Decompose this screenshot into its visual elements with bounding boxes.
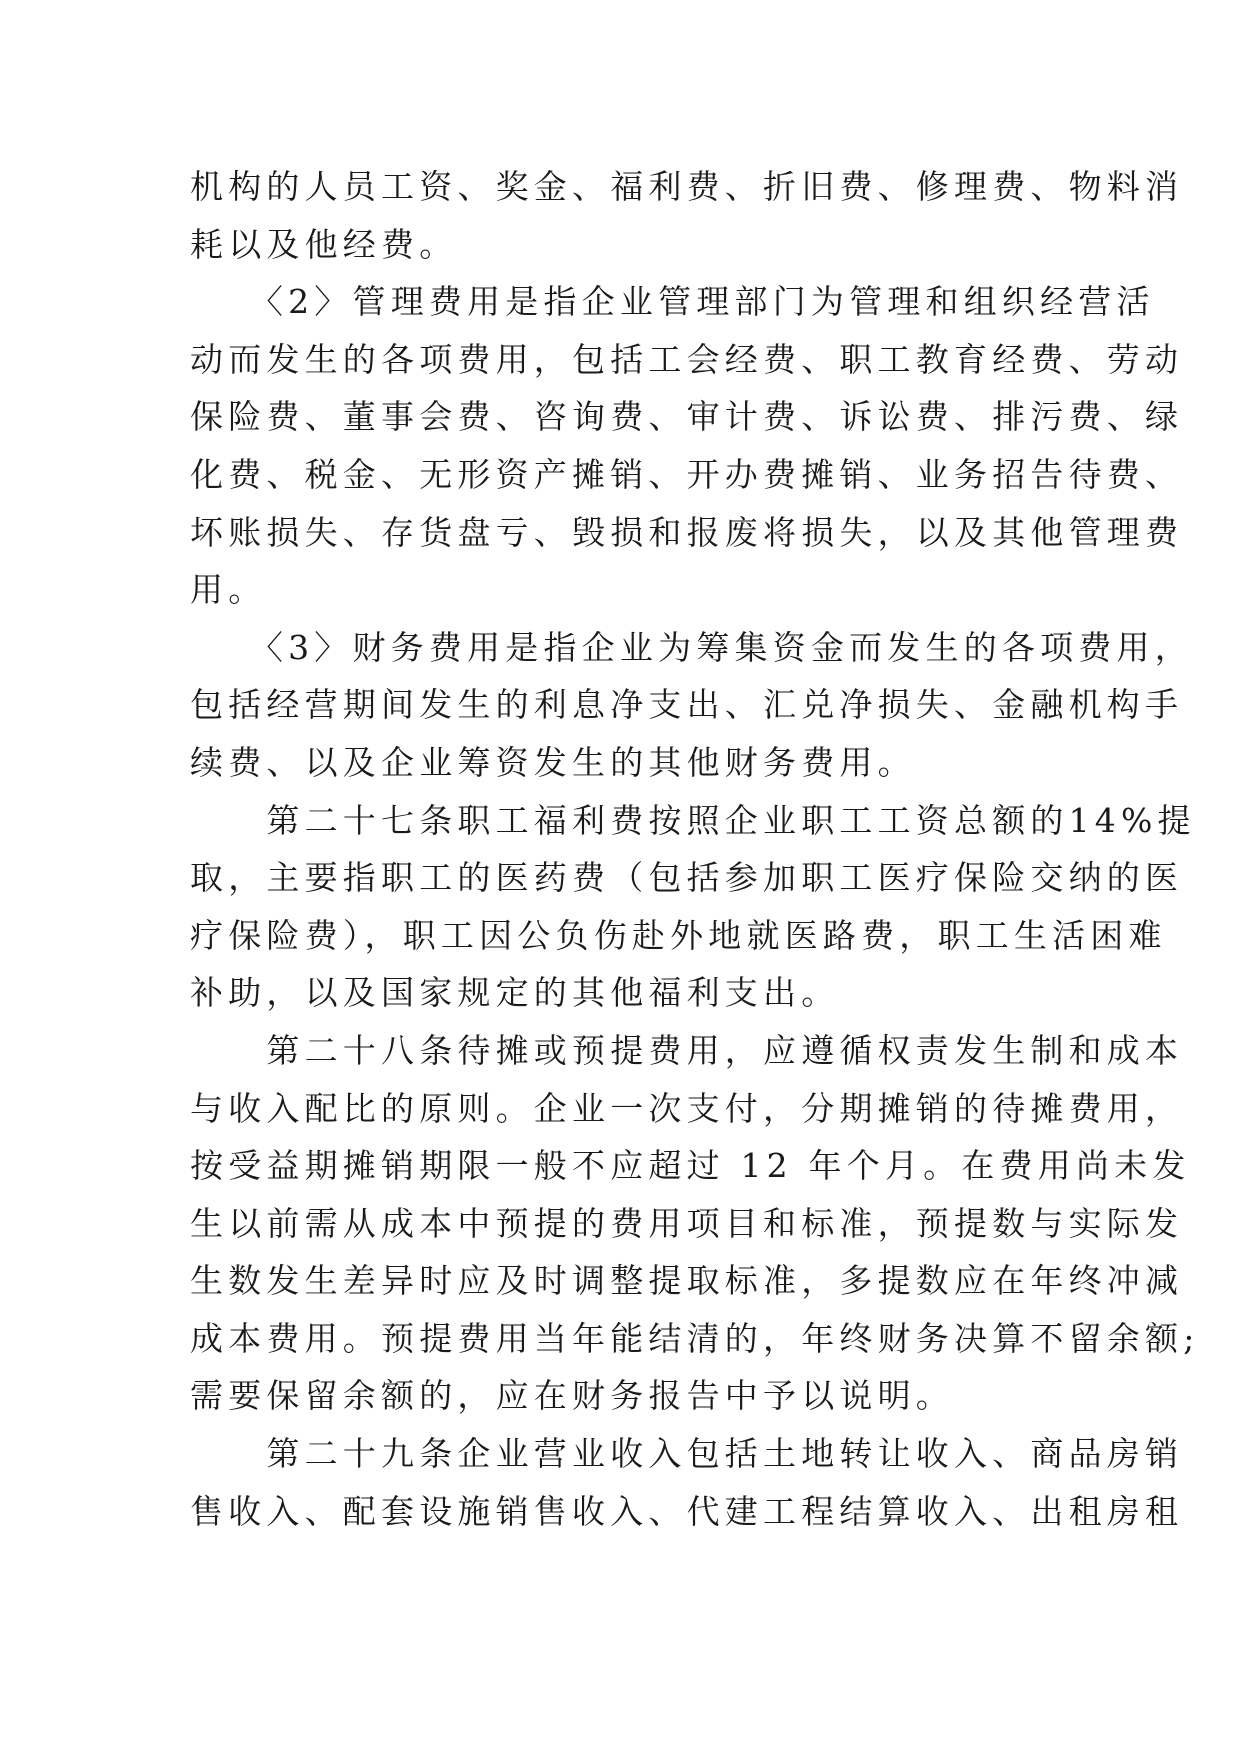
text-line-14: 疗保险费），职工因公负伤赴外地就医路费，职工生活困难 (190, 915, 1167, 955)
text-line-2: 耗以及他经费。 (190, 224, 458, 264)
text-line-22: 需要保留余额的，应在财务报告中予以说明。 (190, 1376, 954, 1416)
text-line-1: 机构的人员工资、奖金、福利费、折旧费、修理费、物料消 (190, 167, 1184, 206)
text-line-9: 〈3〉财务费用是指企业为筹集资金而发生的各项费用， (190, 627, 1193, 667)
text-line-3: 〈2〉管理费用是指企业管理部门为管理和组织经营活 (190, 282, 1155, 322)
text-line-11: 续费、以及企业筹资发生的其他财务费用。 (190, 742, 916, 782)
text-line-21: 成本费用。预提费用当年能结清的，年终财务决算不留余额; (190, 1318, 1200, 1358)
text-line-5: 保险费、董事会费、咨询费、审计费、诉讼费、排污费、绿 (190, 397, 1184, 437)
text-line-12: 第二十七条职工福利费按照企业职工工资总额的14%提 (190, 800, 1196, 840)
text-line-16: 第二十八条待摊或预提费用，应遵循权责发生制和成本 (190, 1030, 1184, 1070)
text-line-6: 化费、税金、无形资产摊销、开办费摊销、业务招告待费、 (190, 454, 1184, 494)
text-line-20: 生数发生差异时应及时调整提取标准，多提数应在年终冲减 (190, 1261, 1184, 1301)
text-line-23: 第二十九条企业营业收入包括土地转让收入、商品房销 (190, 1434, 1184, 1474)
text-line-7: 坏账损失、存货盘亏、毁损和报废将损失，以及其他管理费 (190, 512, 1184, 552)
text-line-17: 与收入配比的原则。企业一次支付，分期摊销的待摊费用， (190, 1088, 1184, 1128)
text-line-4: 动而发生的各项费用，包括工会经费、职工教育经费、劳动 (190, 339, 1184, 379)
body-text (190, 158, 1200, 1540)
text-line-15: 补助，以及国家规定的其他福利支出。 (190, 973, 840, 1013)
text-line-19: 生以前需从成本中预提的费用项目和标准，预提数与实际发 (190, 1203, 1184, 1243)
text-line-24: 售收入、配套设施销售收入、代建工程结算收入、出租房租 (190, 1491, 1184, 1531)
text-line-8: 用。 (190, 570, 267, 610)
text-line-10: 包括经营期间发生的利息净支出、汇兑净损失、金融机构手 (190, 685, 1184, 725)
text-line-18: 按受益期摊销期限一般不应超过 12 年个月。在费用尚未发 (190, 1146, 1191, 1186)
text-line-13: 取，主要指职工的医药费（包括参加职工医疗保险交纳的医 (190, 858, 1184, 898)
